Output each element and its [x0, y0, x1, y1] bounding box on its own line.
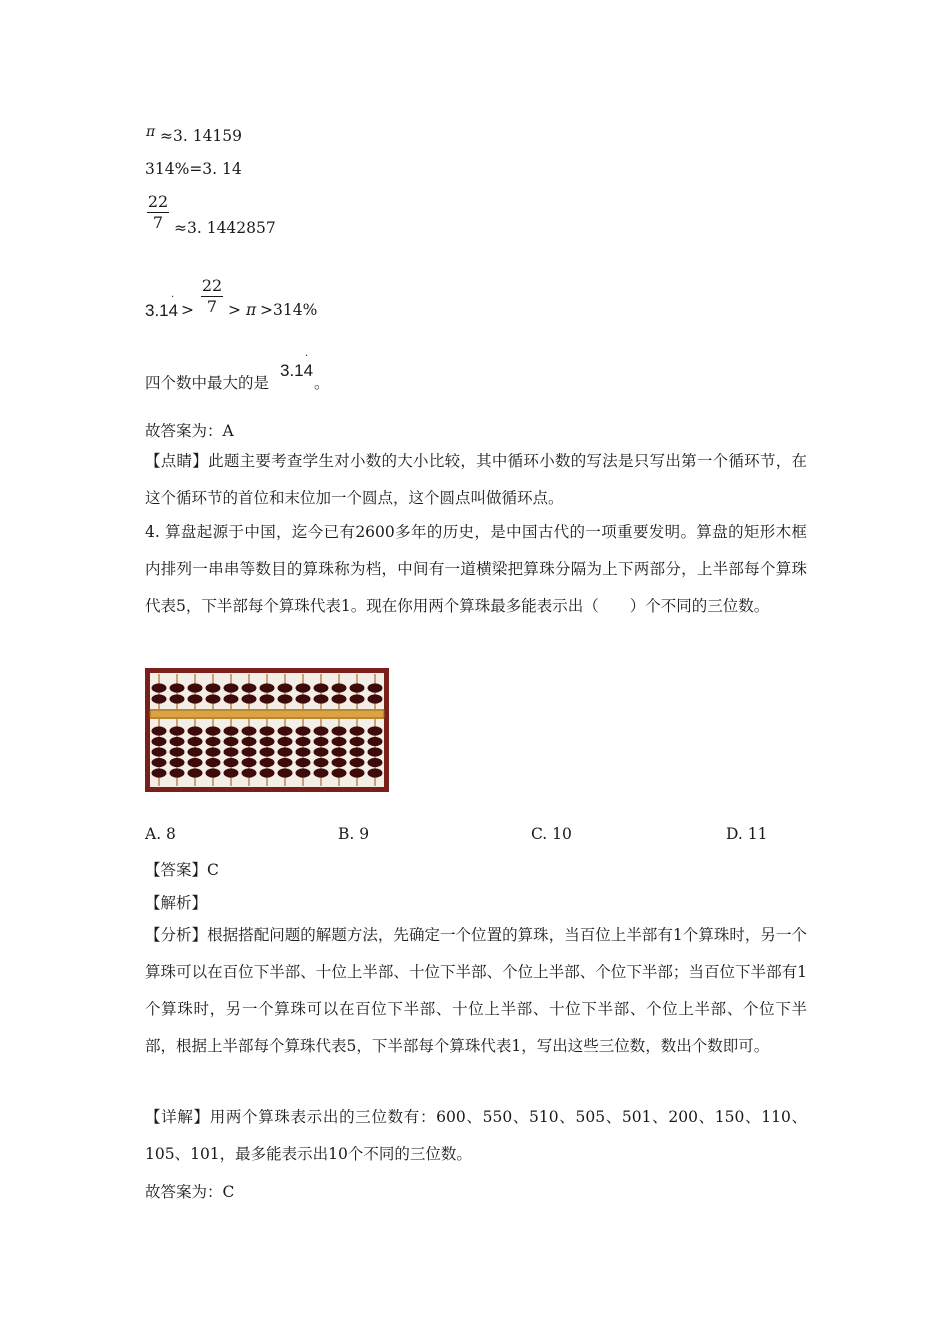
abacus-upper-bead — [206, 683, 221, 692]
abacus-lower-bead — [278, 768, 293, 777]
abacus-lower-bead — [188, 768, 203, 777]
abacus-upper-bead — [152, 694, 167, 703]
abacus-lower-bead — [224, 747, 239, 756]
comparison-fraction-denominator: 7 — [206, 297, 218, 316]
abacus-lower-bead — [332, 768, 347, 777]
comparison-tail: >314% — [260, 301, 318, 319]
abacus-lower-bead — [278, 747, 293, 756]
abacus-lower-bead — [278, 737, 293, 746]
abacus-upper-bead — [278, 694, 293, 703]
fenxi-text: 根据搭配问题的解题方法，先确定一个位置的算珠，当百位上半部有1个算珠时，另一个算珠可以在百位下半部、十位上半部、十位下半部、个位上半部、个位下半部；当百位下半部有1个算珠时，另一个算珠可以在百位下半部、十位上半部、十位下半部、个位上半部、个位下半部，根据上半部每个算珠代表5，下半部每个算珠代表1，写出这些三位数，数出个数即可。 — [145, 926, 807, 1055]
abacus-upper-bead — [296, 694, 311, 703]
abacus-upper-bead — [152, 683, 167, 692]
abacus-lower-bead — [278, 726, 293, 735]
abacus-lower-bead — [206, 768, 221, 777]
abacus-upper-bead — [314, 694, 329, 703]
abacus-lower-bead — [296, 747, 311, 756]
abacus-lower-bead — [206, 758, 221, 767]
abacus-lower-bead — [350, 758, 365, 767]
answer-line-1: 故答案为：A — [145, 422, 234, 440]
abacus-lower-bead — [296, 758, 311, 767]
abacus-lower-bead — [332, 747, 347, 756]
abacus-lower-bead — [314, 768, 329, 777]
abacus-lower-bead — [224, 737, 239, 746]
abacus-lower-bead — [260, 758, 275, 767]
percent-line: 314%=3. 14 — [145, 160, 242, 178]
abacus-lower-bead — [224, 768, 239, 777]
largest-prefix: 四个数中最大的是 — [145, 374, 270, 392]
fraction-22-7 — [145, 192, 171, 233]
answer-label: 【答案】C — [145, 861, 219, 879]
dianjing-paragraph — [145, 443, 807, 517]
abacus-upper-bead — [350, 694, 365, 703]
abacus-lower-bead — [242, 758, 257, 767]
abacus-lower-bead — [314, 737, 329, 746]
abacus-upper-bead — [332, 683, 347, 692]
fraction-approx-value: ≈3. 1442857 — [174, 219, 276, 237]
abacus-upper-bead — [350, 683, 365, 692]
abacus-lower-bead — [368, 758, 383, 767]
abacus-lower-bead — [260, 737, 275, 746]
comparison-value-3-14: 3.14 — [145, 301, 179, 320]
dianjing-text: 此题主要考查学生对小数的大小比较，其中循环小数的写法是只写出第一个循环节，在这个循环节的首位和末位加一个圆点，这个圆点叫做循环点。 — [145, 452, 807, 507]
abacus-lower-bead — [170, 726, 185, 735]
abacus-lower-bead — [332, 726, 347, 735]
fenxi-paragraph — [145, 917, 807, 1065]
abacus-upper-bead — [260, 683, 275, 692]
abacus-lower-bead — [260, 768, 275, 777]
xiangjie-text: 用两个算珠表示出的三位数有：600、550、510、505、501、200、150、110、105、101，最多能表示出10个不同的三位数。 — [145, 1108, 807, 1163]
abacus-lower-bead — [152, 768, 167, 777]
dianjing-label: 【点睛】 — [145, 452, 209, 470]
recurring-dot: · — [305, 351, 309, 362]
abacus-upper-bead — [314, 683, 329, 692]
abacus-lower-bead — [350, 726, 365, 735]
abacus-upper-bead — [278, 683, 293, 692]
xiangjie-label: 【详解】 — [145, 1108, 210, 1126]
fraction-denominator: 7 — [152, 213, 164, 232]
abacus-lower-bead — [296, 726, 311, 735]
abacus-upper-bead — [368, 683, 383, 692]
largest-value: 3.14 — [280, 361, 314, 380]
abacus-lower-bead — [188, 737, 203, 746]
abacus-upper-bead — [242, 683, 257, 692]
abacus-upper-bead — [242, 694, 257, 703]
abacus-upper-bead — [170, 683, 185, 692]
option-c: C. 10 — [531, 825, 572, 843]
abacus-lower-bead — [170, 747, 185, 756]
abacus-lower-bead — [350, 747, 365, 756]
abacus-lower-bead — [260, 726, 275, 735]
abacus-lower-bead — [368, 747, 383, 756]
option-b: B. 9 — [338, 825, 370, 843]
abacus-lower-bead — [188, 747, 203, 756]
comparison-fraction-numerator: 22 — [201, 276, 223, 295]
abacus-lower-bead — [152, 758, 167, 767]
abacus-lower-bead — [242, 747, 257, 756]
abacus-lower-bead — [350, 737, 365, 746]
abacus-lower-bead — [152, 747, 167, 756]
abacus-lower-bead — [170, 768, 185, 777]
pi-symbol: π — [146, 124, 156, 140]
abacus-lower-bead — [332, 758, 347, 767]
option-a: A. 8 — [145, 825, 176, 843]
abacus-upper-bead — [368, 694, 383, 703]
abacus-lower-bead — [296, 768, 311, 777]
abacus-upper-bead — [188, 694, 203, 703]
option-d: D. 11 — [726, 825, 768, 843]
greater-than-sign: > — [181, 301, 194, 319]
abacus-lower-bead — [206, 737, 221, 746]
abacus-lower-bead — [188, 726, 203, 735]
abacus-upper-bead — [224, 694, 239, 703]
abacus-lower-bead — [296, 737, 311, 746]
final-answer: 故答案为：C — [145, 1183, 235, 1201]
question-4-text: 4. 算盘起源于中国，迄今已有2600多年的历史，是中国古代的一项重要发明。算盘的矩形木框内排列一串串等数目的算珠称为档，中间有一道横梁把算珠分隔为上下两部分，上半部每个算珠代表5，下半部每个算珠代表1。现在你用两个算珠最多能表示出（ ）个不同的三位数。 — [145, 523, 807, 615]
greater-than-sign: > — [228, 301, 241, 319]
comparison-fraction — [199, 276, 225, 317]
abacus-upper-bead — [206, 694, 221, 703]
abacus-lower-bead — [314, 747, 329, 756]
fenxi-label: 【分析】 — [145, 926, 208, 944]
abacus-lower-bead — [152, 737, 167, 746]
abacus-lower-bead — [368, 737, 383, 746]
abacus-lower-bead — [314, 758, 329, 767]
fraction-numerator: 22 — [147, 192, 169, 211]
abacus-upper-bead — [332, 694, 347, 703]
abacus-upper-bead — [188, 683, 203, 692]
abacus-lower-bead — [242, 737, 257, 746]
abacus-lower-bead — [368, 768, 383, 777]
abacus-lower-bead — [332, 737, 347, 746]
recurring-dot: · — [171, 292, 175, 303]
largest-suffix: 。 — [314, 374, 330, 392]
abacus-upper-bead — [170, 694, 185, 703]
xiangjie-paragraph — [145, 1099, 807, 1173]
abacus-lower-bead — [224, 726, 239, 735]
abacus-lower-bead — [350, 768, 365, 777]
comparison-pi: π — [246, 301, 257, 319]
abacus-lower-bead — [170, 737, 185, 746]
pi-approx-value: ≈3. 14159 — [160, 127, 243, 145]
abacus-lower-bead — [314, 726, 329, 735]
abacus-lower-bead — [242, 726, 257, 735]
abacus-lower-bead — [242, 768, 257, 777]
abacus-upper-bead — [260, 694, 275, 703]
abacus-lower-bead — [170, 758, 185, 767]
abacus-upper-bead — [224, 683, 239, 692]
abacus-lower-bead — [188, 758, 203, 767]
abacus-lower-bead — [206, 747, 221, 756]
abacus-image — [145, 668, 389, 792]
abacus-lower-bead — [260, 747, 275, 756]
abacus-lower-bead — [278, 758, 293, 767]
abacus-lower-bead — [152, 726, 167, 735]
analysis-heading: 【解析】 — [145, 894, 208, 912]
abacus-lower-bead — [206, 726, 221, 735]
abacus-upper-bead — [296, 683, 311, 692]
abacus-lower-bead — [224, 758, 239, 767]
abacus-lower-bead — [368, 726, 383, 735]
